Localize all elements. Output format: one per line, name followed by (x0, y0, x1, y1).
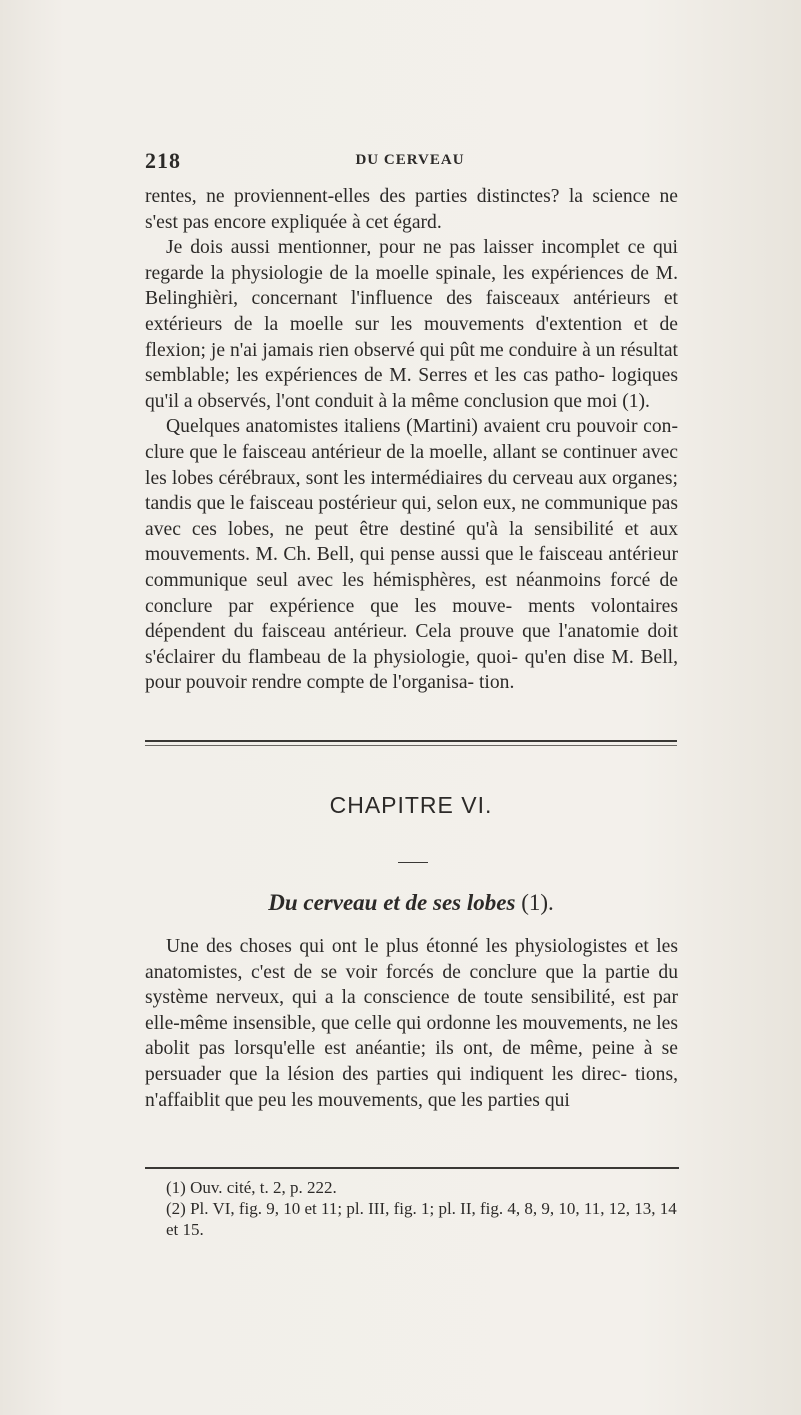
chapter-title: CHAPITRE VI. (329, 792, 493, 818)
page-number: 218 (145, 148, 181, 173)
chapter-short-rule (398, 862, 428, 863)
footnote-rule (145, 1167, 679, 1169)
footnote-1: (1) Ouv. cité, t. 2, p. 222. (166, 1178, 337, 1197)
section-title-text: Du cerveau et de ses lobes (268, 890, 516, 915)
body-text-chapter (145, 934, 678, 1113)
footnote-2: (2) Pl. VI, fig. 9, 10 et 11; pl. III, fig. 1; pl. II, fig. 4, 8, 9, 10, 11, 12, 13, 14 et 15. (166, 1199, 677, 1239)
paragraph-belinghieri: Je dois aussi mentionner, pour ne pas laisser incomplet ce qui regarde la physiologie de la moelle spinale, les expériences de M. Belinghièri, concernant l'influence des faisceaux antérieurs et extérieurs de la moelle sur les mouvements d'extention et de flexion; je n'ai jamais rien observé qui pût me conduire à un résultat semblable; les expériences de M. Serres et les cas patho- logiques qu'il a observés, l'ont conduit à la même conclusion que moi (1). (145, 237, 678, 412)
section-title (145, 890, 677, 916)
chapter-divider (145, 740, 677, 746)
running-head-title: DU CERVEAU (355, 152, 465, 168)
paragraph-continuation: rentes, ne proviennent-elles des parties distinctes? la science ne s'est pas encore expliquée à cet égard. (145, 186, 678, 233)
paragraph-chapter-opening: Une des choses qui ont le plus étonné les physiologistes et les anatomistes, c'est de se voir forcés de conclure que la partie du système nerveux, qui a la conscience de toute sensibilité, est par elle-même insensible, que celle qui ordonne les mouvements, ne les abolit pas lorsqu'elle est anéantie; ils ont, de même, peine à se persuader que la lésion des parties qui indiquent les direc- tions, n'affaiblit que peu les mouvements, que les parties qui (145, 936, 678, 1111)
running-head (145, 148, 675, 176)
body-text-top (145, 184, 678, 696)
paragraph-martini: Quelques anatomistes italiens (Martini) avaient cru pouvoir con- clure que le faisceau antérieur de la moelle, allant se continuer avec les lobes cérébraux, sont les intermédiaires du cerveau aux organes; tandis que le faisceau postérieur qui, selon eux, ne communique pas avec ces lobes, ne peut être destiné qu'à la sensibilité et aux mouvements. M. Ch. Bell, qui pense aussi que le faisceau antérieur communique seul avec les hémisphères, est néanmoins forcé de conclure par expérience que les mouve- ments volontaires dépendent du faisceau antérieur. Cela prouve que l'anatomie doit s'éclairer du flambeau de la physiologie, quoi- qu'en dise M. Bell, pour pouvoir rendre compte de l'organisa- tion. (145, 416, 678, 694)
footnotes (145, 1177, 685, 1240)
section-title-footnote-ref: (1). (515, 890, 554, 915)
